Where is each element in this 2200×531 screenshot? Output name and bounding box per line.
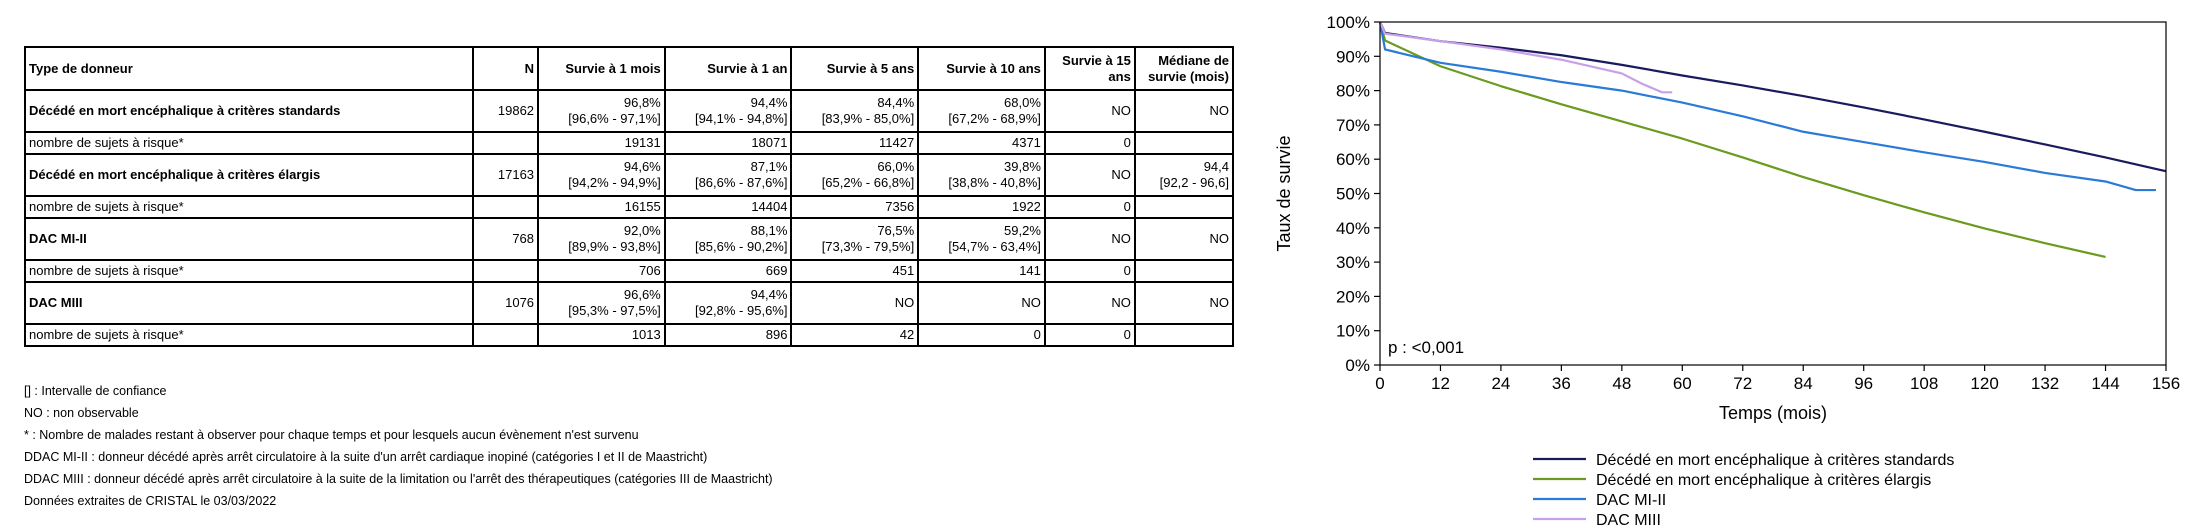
col-header-15-years: Survie à 15 ans	[1045, 47, 1135, 90]
footnote-no: NO : non observable	[24, 406, 139, 420]
y-tick-label: 100%	[1326, 13, 1370, 32]
col-header-1-year: Survie à 1 an	[665, 47, 792, 90]
cell-m1: 94,6%	[623, 159, 661, 174]
col-header-10-years: Survie à 10 ans	[918, 47, 1045, 90]
risk-empty-cell	[473, 196, 538, 218]
x-tick-label: 120	[1970, 374, 1999, 393]
col-header-5-years: Survie à 5 ans	[791, 47, 918, 90]
col-header-donor-type: Type de donneur	[25, 47, 473, 90]
cell-r-y15: 0	[1123, 135, 1131, 150]
risk-empty-cell	[473, 324, 538, 346]
cell-m1: 96,8%	[623, 95, 661, 110]
x-tick-label: 84	[1793, 374, 1813, 393]
risk-15-years-cell	[1045, 260, 1135, 282]
risk-row	[25, 196, 1233, 218]
p-value-annotation: p : <0,001	[1388, 338, 1465, 357]
cell-r-y1: 14404	[751, 199, 788, 214]
survival-1-year-cell	[665, 90, 792, 132]
donor-type-cell	[25, 90, 473, 132]
risk-row	[25, 260, 1233, 282]
risk-row	[25, 132, 1233, 154]
y-tick-label: 90%	[1335, 47, 1370, 67]
legend-label-1: Décédé en mort encéphalique à critères standards	[1596, 452, 1955, 469]
cell-y10: 39,8%	[1004, 159, 1041, 174]
cell-y1-ci: [86,6% - 87,6%]	[694, 175, 788, 190]
cell-label: Décédé en mort encéphalique à critères élargis	[29, 167, 321, 182]
cell-r-y15: 0	[1123, 327, 1131, 342]
cell-median: 94,4	[1203, 159, 1229, 174]
table-body	[25, 90, 1233, 346]
cell-r-y15: 0	[1123, 199, 1131, 214]
cell-r-y5: 11427	[879, 135, 915, 150]
cell-y5: 76,5%	[877, 223, 915, 238]
risk-10-years-cell	[918, 260, 1045, 282]
risk-1-year-cell	[665, 260, 792, 282]
cell-n: 768	[512, 231, 535, 246]
risk-1-month-cell	[538, 132, 665, 154]
x-tick-label: 12	[1431, 374, 1450, 393]
y-tick-label: 80%	[1335, 81, 1370, 101]
cell-m1-ci: [94,2% - 94,9%]	[568, 175, 661, 190]
risk-10-years-cell	[918, 132, 1045, 154]
survival-1-year-cell	[665, 282, 792, 324]
cell-median: NO	[1209, 231, 1229, 246]
legend-label-4: DAC MIII	[1596, 512, 1661, 529]
risk-10-years-cell	[918, 196, 1045, 218]
cell-y10-ci: [67,2% - 68,9%]	[948, 111, 1041, 126]
survival-1-month-cell	[538, 282, 665, 324]
y-axis-title: Taux de survie	[1274, 135, 1294, 252]
survival-1-month-cell	[538, 90, 665, 132]
y-tick-label: 50%	[1335, 184, 1370, 204]
survival-chart-svg	[1250, 0, 2200, 531]
series-line-1	[1380, 22, 2166, 171]
cell-y5-ci: [83,9% - 85,0%]	[821, 111, 915, 126]
cell-y10: NO	[1021, 295, 1041, 310]
risk-5-years-cell	[791, 196, 918, 218]
risk-15-years-cell	[1045, 324, 1135, 346]
cell-r-y10: 1922	[1011, 199, 1041, 214]
cell-y10-ci: [54,7% - 63,4%]	[948, 239, 1041, 254]
y-tick-label: 30%	[1335, 253, 1370, 273]
plot-frame	[1380, 22, 2166, 365]
risk-median-cell	[1135, 132, 1233, 154]
risk-row	[25, 324, 1233, 346]
cell-median: NO	[1209, 103, 1229, 118]
cell-y5-ci: [65,2% - 66,8%]	[821, 175, 915, 190]
survival-10-years-cell	[918, 218, 1045, 260]
cell-y15: NO	[1111, 103, 1131, 118]
survival-5-years-cell	[791, 282, 918, 324]
x-axis-title: Temps (mois)	[1718, 403, 1828, 423]
survival-15-years-cell	[1045, 282, 1135, 324]
footnote-risk: * : Nombre de malades restant à observer pour chaque temps et pour lesquels aucun évènement n'est survenu	[24, 428, 639, 442]
survival-1-year-cell	[665, 218, 792, 260]
footnotes	[24, 380, 1224, 512]
legend-label-3: DAC MI-II	[1596, 492, 1667, 509]
cell-r-y1: 669	[765, 263, 788, 278]
risk-1-month-cell	[538, 324, 665, 346]
survival-10-years-cell	[918, 90, 1045, 132]
cell-median-ci: [92,2 - 96,6]	[1159, 175, 1229, 190]
cell-y10: 68,0%	[1004, 95, 1041, 110]
donor-type-cell	[25, 282, 473, 324]
cell-r-m1: 706	[639, 263, 661, 278]
cell-r-y1: 18071	[751, 135, 788, 150]
risk-median-cell	[1135, 196, 1233, 218]
footnote-ddac-miii: DDAC MIII : donneur décédé après arrêt circulatoire à la suite de la limitation ou l'arrêt des thérapeutiques (catégories III de Maastricht)	[24, 472, 773, 486]
risk-label-cell	[25, 196, 473, 218]
survival-table	[24, 46, 1234, 347]
cell-m1: 92,0%	[623, 223, 661, 238]
cell-y1-ci: [92,8% - 95,6%]	[694, 303, 788, 318]
cell-y15: NO	[1111, 295, 1131, 310]
survival-10-years-cell	[918, 154, 1045, 196]
cell-y5-ci: [73,3% - 79,5%]	[821, 239, 915, 254]
cell-median: NO	[1209, 295, 1229, 310]
col-header-median: Médiane de survie (mois)	[1135, 47, 1233, 90]
table-row	[25, 218, 1233, 260]
table-row	[25, 282, 1233, 324]
cell-r-y10: 141	[1019, 263, 1041, 278]
y-tick-label: 10%	[1335, 321, 1370, 341]
footnote-ci: [] : Intervalle de confiance	[24, 384, 167, 398]
risk-5-years-cell	[791, 132, 918, 154]
y-tick-label: 20%	[1335, 287, 1370, 307]
x-tick-label: 144	[2091, 374, 2120, 393]
donor-type-cell	[25, 218, 473, 260]
cell-y10: 59,2%	[1004, 223, 1041, 238]
survival-5-years-cell	[791, 154, 918, 196]
risk-10-years-cell	[918, 324, 1045, 346]
cell-r-y10: 0	[1033, 327, 1041, 342]
cell-label: Décédé en mort encéphalique à critères standards	[29, 103, 341, 118]
survival-5-years-cell	[791, 218, 918, 260]
x-tick-label: 60	[1672, 374, 1692, 393]
cell-y15: NO	[1111, 167, 1131, 182]
risk-1-month-cell	[538, 196, 665, 218]
cell-r-y5: 42	[899, 327, 915, 342]
cell-r-y1: 896	[765, 327, 788, 342]
survival-1-year-cell	[665, 154, 792, 196]
x-tick-label: 48	[1612, 374, 1632, 393]
x-tick-label: 96	[1854, 374, 1874, 393]
table-row	[25, 154, 1233, 196]
survival-chart	[1250, 0, 2200, 531]
survival-10-years-cell	[918, 282, 1045, 324]
x-tick-label: 24	[1491, 374, 1511, 393]
x-tick-label: 108	[1909, 374, 1939, 393]
risk-label-cell	[25, 132, 473, 154]
cell-r-m1: 1013	[631, 327, 661, 342]
cell-risk-label: nombre de sujets à risque*	[29, 327, 184, 342]
cell-y1: 94,4%	[750, 95, 788, 110]
cell-y5: 84,4%	[877, 95, 915, 110]
cell-y1-ci: [94,1% - 94,8%]	[694, 111, 788, 126]
risk-1-year-cell	[665, 132, 792, 154]
cell-r-y10: 4371	[1011, 135, 1041, 150]
cell-r-m1: 19131	[624, 135, 661, 150]
median-survival-cell	[1135, 282, 1233, 324]
survival-15-years-cell	[1045, 90, 1135, 132]
col-header-1-month: Survie à 1 mois	[538, 47, 665, 90]
cell-y15: NO	[1111, 231, 1131, 246]
cell-m1-ci: [96,6% - 97,1%]	[568, 111, 661, 126]
n-cell	[473, 218, 538, 260]
legend-label-2: Décédé en mort encéphalique à critères élargis	[1596, 472, 1932, 489]
cell-r-y5: 7356	[885, 199, 915, 214]
median-survival-cell	[1135, 90, 1233, 132]
risk-median-cell	[1135, 260, 1233, 282]
cell-y1: 87,1%	[750, 159, 788, 174]
survival-15-years-cell	[1045, 218, 1135, 260]
cell-m1-ci: [95,3% - 97,5%]	[568, 303, 661, 318]
risk-1-month-cell	[538, 260, 665, 282]
y-tick-label: 0%	[1345, 356, 1370, 375]
table-row	[25, 90, 1233, 132]
median-survival-cell	[1135, 154, 1233, 196]
risk-empty-cell	[473, 260, 538, 282]
risk-median-cell	[1135, 324, 1233, 346]
risk-5-years-cell	[791, 260, 918, 282]
cell-r-y15: 0	[1123, 263, 1131, 278]
risk-1-year-cell	[665, 324, 792, 346]
risk-empty-cell	[473, 132, 538, 154]
risk-label-cell	[25, 260, 473, 282]
x-tick-label: 0	[1375, 374, 1385, 393]
cell-n: 17163	[497, 167, 535, 182]
risk-label-cell	[25, 324, 473, 346]
cell-label: DAC MIII	[29, 295, 83, 310]
x-tick-label: 36	[1551, 374, 1571, 393]
survival-table-container	[24, 46, 1234, 347]
risk-5-years-cell	[791, 324, 918, 346]
cell-n: 1076	[505, 295, 535, 310]
cell-y1-ci: [85,6% - 90,2%]	[694, 239, 788, 254]
y-tick-label: 40%	[1335, 218, 1370, 238]
n-cell	[473, 90, 538, 132]
footnote-source: Données extraites de CRISTAL le 03/03/2022	[24, 494, 277, 508]
x-tick-label: 156	[2151, 374, 2181, 393]
survival-5-years-cell	[791, 90, 918, 132]
y-tick-label: 60%	[1335, 150, 1370, 170]
cell-y1: 88,1%	[750, 223, 788, 238]
series-line-4	[1380, 22, 1672, 92]
y-tick-label: 70%	[1335, 115, 1370, 135]
cell-r-m1: 16155	[624, 199, 661, 214]
cell-y5: NO	[894, 295, 915, 310]
risk-1-year-cell	[665, 196, 792, 218]
footnote-ddac-mi-ii: DDAC MI-II : donneur décédé après arrêt circulatoire à la suite d'un arrêt cardiaque inopiné (catégories I et II de Maastricht)	[24, 450, 708, 464]
cell-risk-label: nombre de sujets à risque*	[29, 135, 184, 150]
risk-15-years-cell	[1045, 196, 1135, 218]
cell-label: DAC MI-II	[29, 231, 87, 246]
cell-m1-ci: [89,9% - 93,8%]	[568, 239, 661, 254]
median-survival-cell	[1135, 218, 1233, 260]
cell-risk-label: nombre de sujets à risque*	[29, 263, 184, 278]
cell-y5: 66,0%	[877, 159, 915, 174]
cell-y1: 94,4%	[750, 287, 788, 302]
survival-15-years-cell	[1045, 154, 1135, 196]
n-cell	[473, 154, 538, 196]
survival-1-month-cell	[538, 154, 665, 196]
cell-r-y5: 451	[892, 263, 915, 278]
cell-n: 19862	[497, 103, 535, 118]
table-header-row	[25, 47, 1233, 90]
series-line-2	[1380, 22, 2106, 257]
cell-risk-label: nombre de sujets à risque*	[29, 199, 184, 214]
cell-y10-ci: [38,8% - 40,8%]	[948, 175, 1041, 190]
x-tick-label: 132	[2030, 374, 2060, 393]
col-header-n: N	[473, 47, 538, 90]
survival-1-month-cell	[538, 218, 665, 260]
risk-15-years-cell	[1045, 132, 1135, 154]
n-cell	[473, 282, 538, 324]
donor-type-cell	[25, 154, 473, 196]
x-tick-label: 72	[1733, 374, 1753, 393]
cell-m1: 96,6%	[623, 287, 661, 302]
